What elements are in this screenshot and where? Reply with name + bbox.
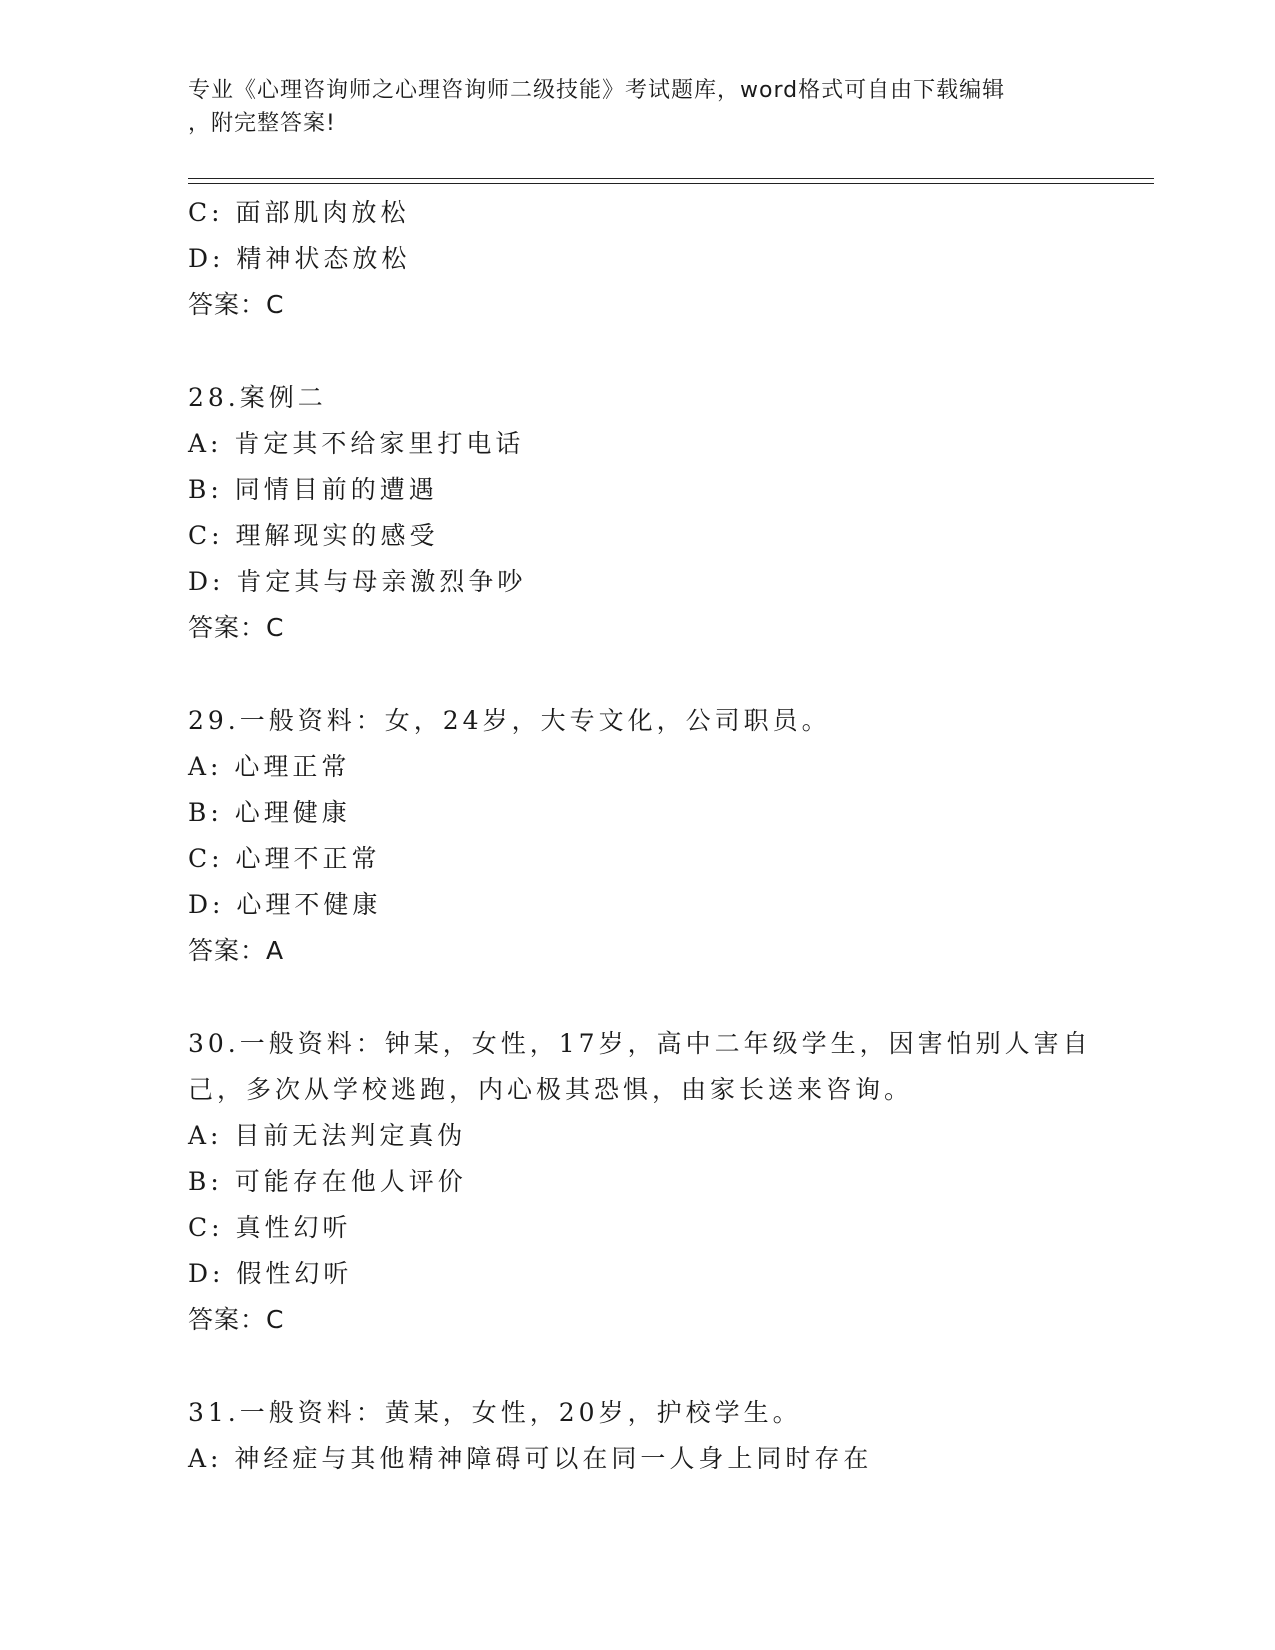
question-31-option-a: A: 神经症与其他精神障碍可以在同一人身上同时存在 — [188, 1444, 873, 1473]
question-28-option-c: C: 理解现实的感受 — [188, 521, 439, 550]
question-29-answer: 答案：A — [188, 936, 285, 965]
question-30-option-d: D: 假性幻听 — [188, 1259, 353, 1288]
document-header — [188, 74, 1088, 140]
option-c: C: 面部肌肉放松 — [188, 198, 410, 227]
question-30-option-c: C: 真性幻听 — [188, 1213, 352, 1242]
question-28-option-b: B: 同情目前的遭遇 — [188, 475, 438, 504]
question-28-option-a: A: 肯定其不给家里打电话 — [188, 429, 525, 458]
question-28-option-d: D: 肯定其与母亲激烈争吵 — [188, 567, 527, 596]
header-title-line2: ，附完整答案! — [188, 111, 336, 136]
question-31-stem: 31.一般资料：黄某，女性，20岁，护校学生。 — [188, 1398, 802, 1427]
header-divider-top — [188, 178, 1154, 179]
question-list — [188, 190, 1092, 1482]
question-29-option-b: B: 心理健康 — [188, 798, 351, 827]
question-30-stem-line1: 30.一般资料：钟某，女性，17岁，高中二年级学生，因害怕别人害自 — [188, 1029, 1092, 1058]
question-30-option-a: A: 目前无法判定真伪 — [188, 1121, 467, 1150]
question-29-option-d: D: 心理不健康 — [188, 890, 382, 919]
question-28-answer: 答案：C — [188, 613, 285, 642]
spacer — [188, 651, 1088, 698]
question-29-stem: 29.一般资料：女，24岁，大专文化，公司职员。 — [188, 706, 831, 735]
spacer — [188, 1343, 1088, 1390]
header-title-line1: 专业《心理咨询师之心理咨询师二级技能》考试题库，word格式可自由下载编辑 — [188, 78, 1006, 103]
question-29-option-a: A: 心理正常 — [188, 752, 351, 781]
spacer — [188, 974, 1088, 1021]
question-30-option-b: B: 可能存在他人评价 — [188, 1167, 467, 1196]
answer-line: 答案：C — [188, 290, 285, 319]
question-30-stem-line2: 己，多次从学校逃跑，内心极其恐惧，由家长送来咨询。 — [188, 1075, 914, 1104]
spacer — [188, 328, 1088, 375]
header-divider-bottom — [188, 183, 1154, 184]
question-30-answer: 答案：C — [188, 1305, 285, 1334]
option-d: D: 精神状态放松 — [188, 244, 411, 273]
question-29-option-c: C: 心理不正常 — [188, 844, 381, 873]
question-28-stem: 28.案例二 — [188, 383, 327, 412]
